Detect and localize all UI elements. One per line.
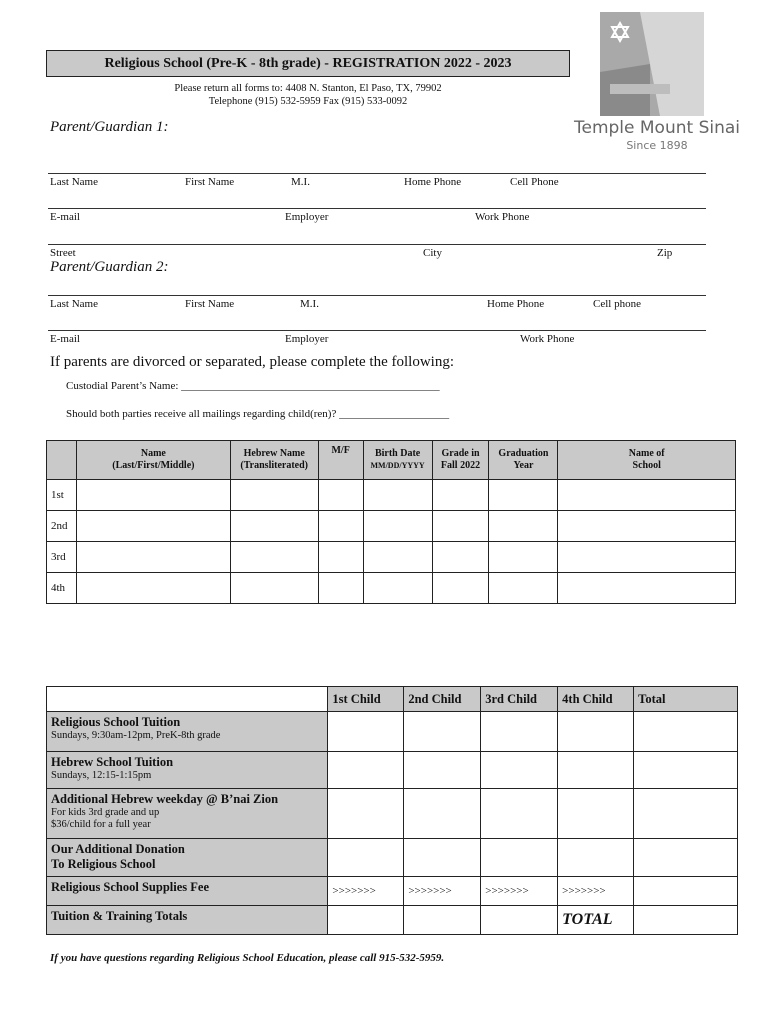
- g2-last-name-label: Last Name: [50, 298, 98, 310]
- header-grade: Grade in Fall 2022: [432, 441, 489, 480]
- fee-total-cell[interactable]: [634, 712, 738, 752]
- fee-cell[interactable]: [328, 839, 404, 877]
- g2-email-label: E-mail: [50, 333, 80, 345]
- row-label: 3rd: [47, 542, 77, 573]
- fee-description: Religious School Supplies Fee: [47, 877, 328, 906]
- fee-description: Religious School Tuition Sundays, 9:30am-12pm, PreK-8th grade: [47, 712, 328, 752]
- fee-total-cell[interactable]: [634, 789, 738, 839]
- table-row: [47, 712, 738, 752]
- hebrew-name-cell[interactable]: [230, 511, 318, 542]
- fee-description: Hebrew School Tuition Sundays, 12:15-1:15pm: [47, 752, 328, 789]
- fee-cell[interactable]: [328, 752, 404, 789]
- g2-mi-label: M.I.: [300, 298, 319, 310]
- temple-name: Temple Mount Sinai: [573, 118, 740, 138]
- fee-total-cell[interactable]: [634, 839, 738, 877]
- table-row: [47, 752, 738, 789]
- fees-table-header: [47, 687, 738, 712]
- gender-cell[interactable]: [318, 542, 363, 573]
- fee-cell[interactable]: [328, 789, 404, 839]
- table-row: [47, 573, 736, 604]
- hebrew-name-cell[interactable]: [230, 480, 318, 511]
- g1-first-name-label: First Name: [185, 176, 235, 188]
- graduation-cell[interactable]: [489, 511, 558, 542]
- supplies-marker: >>>>>>>: [481, 877, 558, 906]
- birth-date-cell[interactable]: [363, 542, 432, 573]
- g1-email-label: E-mail: [50, 211, 80, 223]
- row-label: 2nd: [47, 511, 77, 542]
- child-name-cell[interactable]: [76, 573, 230, 604]
- fee-cell[interactable]: [404, 789, 481, 839]
- fee-cell[interactable]: [558, 712, 634, 752]
- fee-cell[interactable]: [328, 712, 404, 752]
- total-label: TOTAL: [558, 906, 634, 935]
- table-row: [47, 789, 738, 839]
- fee-cell[interactable]: [481, 839, 558, 877]
- fee-cell[interactable]: [404, 712, 481, 752]
- fees-header-child1: 1st Child: [328, 687, 404, 712]
- children-table: [46, 440, 736, 604]
- custodial-parent-field[interactable]: Custodial Parent’s Name: _______________________________________________: [66, 380, 440, 392]
- fee-cell[interactable]: [404, 752, 481, 789]
- guardian2-heading: Parent/Guardian 2:: [50, 259, 169, 275]
- fee-description: Tuition & Training Totals: [47, 906, 328, 935]
- header-graduation: Graduation Year: [489, 441, 558, 480]
- children-table-header: [47, 441, 736, 480]
- fee-cell[interactable]: [328, 906, 404, 935]
- guardian1-line2[interactable]: [48, 208, 706, 209]
- school-cell[interactable]: [558, 480, 736, 511]
- gender-cell[interactable]: [318, 480, 363, 511]
- fee-cell[interactable]: [558, 839, 634, 877]
- child-name-cell[interactable]: [76, 480, 230, 511]
- header-school: Name of School: [558, 441, 736, 480]
- grade-cell[interactable]: [432, 542, 489, 573]
- fees-table: [46, 686, 738, 935]
- fee-cell[interactable]: [558, 752, 634, 789]
- supplies-marker: >>>>>>>: [328, 877, 404, 906]
- fee-cell[interactable]: [558, 789, 634, 839]
- guardian2-line2[interactable]: [48, 330, 706, 331]
- fee-description: Additional Hebrew weekday @ B’nai Zion For kids 3rd grade and up $36/child for a full year: [47, 789, 328, 839]
- supplies-marker: >>>>>>>: [558, 877, 634, 906]
- hebrew-name-cell[interactable]: [230, 542, 318, 573]
- form-title: Religious School (Pre-K - 8th grade) - REGISTRATION 2022 - 2023: [46, 50, 570, 77]
- grand-total-cell[interactable]: [634, 906, 738, 935]
- graduation-cell[interactable]: [489, 542, 558, 573]
- header-hebrew-name: Hebrew Name (Transliterated): [230, 441, 318, 480]
- table-row: [47, 877, 738, 906]
- fee-cell[interactable]: [481, 712, 558, 752]
- guardian1-heading: Parent/Guardian 1:: [50, 119, 169, 135]
- header-name: Name (Last/First/Middle): [76, 441, 230, 480]
- g1-last-name-label: Last Name: [50, 176, 98, 188]
- mailings-question-field[interactable]: Should both parties receive all mailings regarding child(ren)? ____________________: [66, 408, 450, 420]
- g1-mi-label: M.I.: [291, 176, 310, 188]
- table-row: [47, 839, 738, 877]
- child-name-cell[interactable]: [76, 511, 230, 542]
- guardian2-line1[interactable]: [48, 295, 706, 296]
- fee-total-cell[interactable]: [634, 752, 738, 789]
- fee-cell[interactable]: [404, 839, 481, 877]
- grade-cell[interactable]: [432, 573, 489, 604]
- gender-cell[interactable]: [318, 573, 363, 604]
- graduation-cell[interactable]: [489, 573, 558, 604]
- footer-note: If you have questions regarding Religious School Education, please call 915-532-5959.: [50, 952, 445, 964]
- g1-city-label: City: [423, 247, 442, 259]
- guardian1-line1[interactable]: [48, 173, 706, 174]
- row-label: 1st: [47, 480, 77, 511]
- g1-employer-label: Employer: [285, 211, 329, 223]
- g2-first-name-label: First Name: [185, 298, 235, 310]
- school-cell[interactable]: [558, 542, 736, 573]
- table-row: [47, 511, 736, 542]
- school-cell[interactable]: [558, 573, 736, 604]
- g1-work-phone-label: Work Phone: [475, 211, 530, 223]
- temple-building-image: [600, 12, 704, 116]
- g1-home-phone-label: Home Phone: [404, 176, 462, 188]
- grade-cell[interactable]: [432, 480, 489, 511]
- graduation-cell[interactable]: [489, 480, 558, 511]
- fees-header-child3: 3rd Child: [481, 687, 558, 712]
- school-cell[interactable]: [558, 511, 736, 542]
- guardian1-line3[interactable]: [48, 244, 706, 245]
- g1-street-label: Street: [50, 247, 76, 259]
- fees-header-total: Total: [634, 687, 738, 712]
- table-row: [47, 542, 736, 573]
- header-blank: [47, 441, 77, 480]
- return-address: Please return all forms to: 4408 N. Stanton, El Paso, TX, 79902: [174, 83, 442, 94]
- contact-phone: Telephone (915) 532-5959 Fax (915) 533-0092: [208, 96, 408, 107]
- temple-since: Since 1898: [626, 139, 688, 152]
- fee-cell[interactable]: [404, 906, 481, 935]
- birth-date-cell[interactable]: [363, 511, 432, 542]
- fee-total-cell[interactable]: [634, 877, 738, 906]
- header-gender: M/F: [318, 441, 363, 480]
- row-label: 4th: [47, 573, 77, 604]
- g1-cell-phone-label: Cell Phone: [510, 176, 559, 188]
- g1-zip-label: Zip: [657, 247, 673, 259]
- fee-cell[interactable]: [481, 752, 558, 789]
- g2-cell-phone-label: Cell phone: [593, 298, 641, 310]
- hebrew-name-cell[interactable]: [230, 573, 318, 604]
- g2-work-phone-label: Work Phone: [520, 333, 575, 345]
- temple-logo: [572, 8, 742, 168]
- child-name-cell[interactable]: [76, 542, 230, 573]
- fee-cell[interactable]: [481, 789, 558, 839]
- birth-date-cell[interactable]: [363, 480, 432, 511]
- fee-description: Our Additional Donation To Religious School: [47, 839, 328, 877]
- grade-cell[interactable]: [432, 511, 489, 542]
- birth-date-cell[interactable]: [363, 573, 432, 604]
- fee-cell[interactable]: [481, 906, 558, 935]
- gender-cell[interactable]: [318, 511, 363, 542]
- table-row: [47, 480, 736, 511]
- supplies-marker: >>>>>>>: [404, 877, 481, 906]
- fees-header-child4: 4th Child: [558, 687, 634, 712]
- g2-employer-label: Employer: [285, 333, 329, 345]
- g2-home-phone-label: Home Phone: [487, 298, 545, 310]
- divorced-prompt: If parents are divorced or separated, please complete the following:: [50, 354, 454, 370]
- table-row: [47, 906, 738, 935]
- header-birth-date: Birth Date MM/DD/YYYY: [363, 441, 432, 480]
- fees-header-child2: 2nd Child: [404, 687, 481, 712]
- fees-header-blank: [47, 687, 328, 712]
